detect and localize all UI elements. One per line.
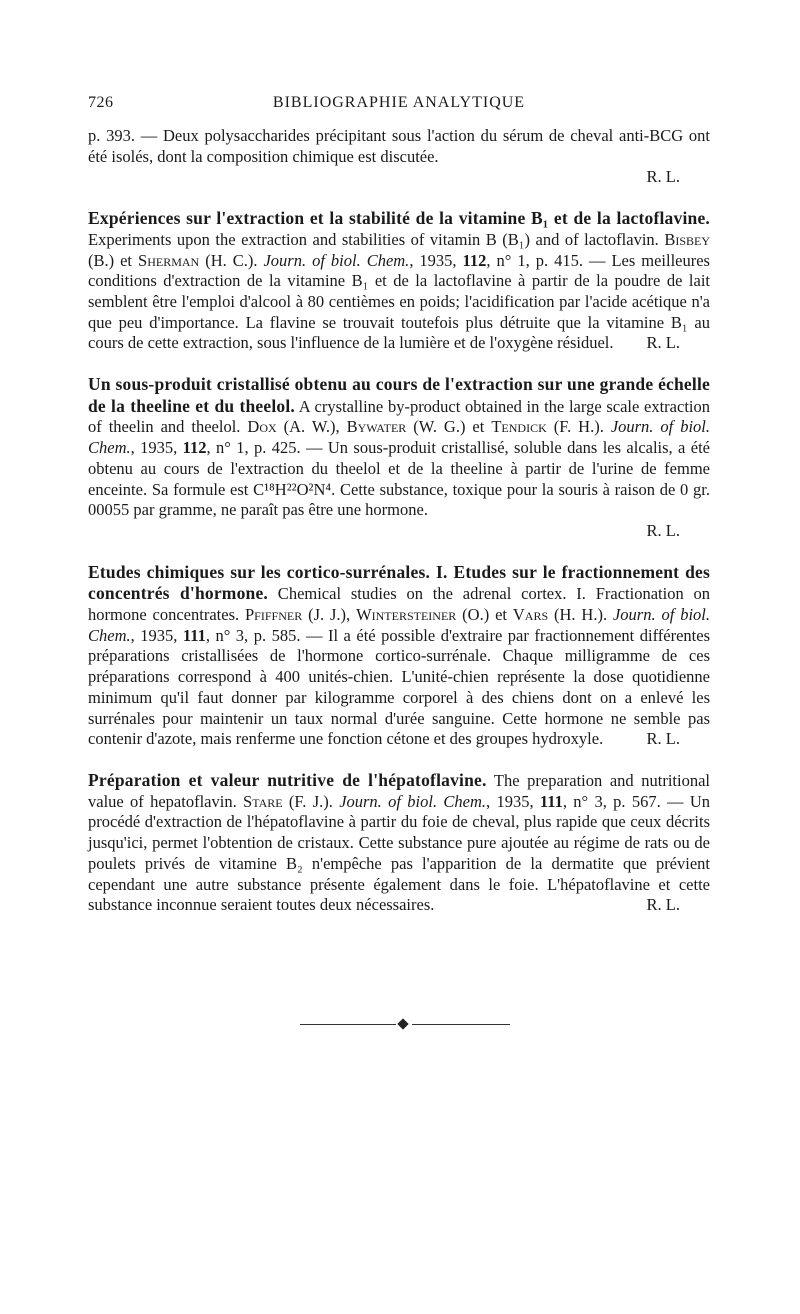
author-name: Bisbey [664,229,710,249]
abstract-signature: R. L. [646,520,680,540]
page-body [88,126,710,916]
author-name: Dox [247,417,277,437]
author-name: Sherman [138,250,200,270]
author-name: Pfiffner [245,605,303,625]
page-header [88,94,710,118]
abstract-signature: R. L. [646,333,680,353]
abstract-title: Etudes chimiques sur les cortico-surrénales. I. Etudes sur le fractionnement des concentrés d'hormone. [88,561,710,604]
ornament-rule-left [300,1024,396,1025]
abstract-text: Expériences sur l'extraction et la stabilité de la vitamine B₁ et de la lactoflavine. Experiments upon the extraction and stabilities of vitamin B (B₁) and of lactoflavin. Bisbey (B.) et Sherman (H. C.). Journ. of biol. Chem., 1935, 112, n° 1, p. 415. — Les meilleures conditions d'extraction de la vitamine B₁ et de la lactoflavine à partir de la poudre de lait semblent être l'emploi d'alcool à 80 centièmes en poids; l'acidification par l'acide acétique n'a que peu d'importance. La flavine se trouvait toutefois plus détruite que la vitamine B₁ au cours de cette extraction, sous l'influence de la lumière et de l'oxygène résiduel. R. L. [88,208,710,353]
author-name: Wintersteiner [356,605,457,625]
abstract-entry [88,126,710,188]
abstract-entry [88,208,710,354]
diamond-icon [397,1018,408,1029]
abstract-text: p. 393. — Deux polysaccharides précipitant sous l'action du sérum de cheval anti-BCG ont été isolés, dont la composition chimique est discutée. R. L. [88,126,710,187]
abstract-signature: R. L. [646,895,680,915]
abstract-text: Préparation et valeur nutritive de l'hépatoflavine. The preparation and nutritional value of hepatoflavin. Stare (F. J.). Journ. of biol. Chem., 1935, 111, n° 3, p. 567. — Un procédé d'extraction de l'hépatoflavine à partir du foie de cheval, plus rapide que ceux décrits jusqu'ici, permet l'obtention de cristaux. Cette substance pure ajoutée au régime de rats ou de poulets privés de vitamine B₂ n'empêche pas l'apparition de la dermatite que prévient cependant une autre substance présente également dans le foie. L'hépatoflavine et cette substance inconnue seraient toutes deux nécessaires. R. L. [88,769,711,915]
author-name: Stare [243,791,283,811]
author-name: Bywater [346,417,407,437]
volume-number: 112 [462,250,487,270]
page-number: 726 [88,94,114,111]
abstract-title: Un sous-produit cristallisé obtenu au cours de l'extraction sur une grande échelle de la theeline et du theelol. [88,374,710,416]
end-ornament [300,1020,510,1030]
author-name: Tendick [491,417,547,437]
abstract-entry [88,770,710,916]
volume-number: 112 [182,438,207,458]
volume-number: 111 [182,625,206,645]
abstract-text: Etudes chimiques sur les cortico-surrénales. I. Etudes sur le fractionnement des concentrés d'hormone. Chemical studies on the adrenal cortex. I. Fractionation on hormone concentrates. Pfiffner (J. J.), Wintersteiner (O.) et Vars (H. H.). Journ. of biol. Chem., 1935, 111, n° 3, p. 585. — Il a été possible d'extraire par fractionnement différentes préparations cristallisées de l'hormone cortico-surrénale. Chaque milligramme de ces préparations correspond à 400 unités-chien. L'unité-chien représente la dose quotidienne minimum qu'il faut donner par kilogramme corporel à des chiens dont on a enlevé les surrénales pour maintenir un taux normal d'urée sanguine. Cette hormone ne semble pas contenir d'azote, mais renferme une fonction cétone et des groupes hydroxyle. R. L. [88,561,711,749]
volume-number: 111 [539,791,563,811]
abstract-text: Un sous-produit cristallisé obtenu au cours de l'extraction sur une grande échelle de la theeline et du theelol. A crystalline by-product obtained in the large scale extraction of theelin and theelol. Dox (A. W.), Bywater (W. G.) et Tendick (F. H.). Journ. of biol. Chem., 1935, 112, n° 1, p. 425. — Un sous-produit cristallisé, soluble dans les alcalis, a été obtenu au cours de l'extraction du theelol et de la theeline à partir de l'urine de femme enceinte. Sa formule est C¹⁸H²²O²N⁴. Cette substance, toxique pour la souris à raison de 0 gr. 00055 par gramme, ne paraît pas être une hormone. R. L. [88,374,711,540]
running-title: BIBLIOGRAPHIE ANALYTIQUE [272,94,526,111]
ornament-rule-right [412,1024,510,1025]
abstract-signature: R. L. [646,167,680,187]
journal-name: Journ. of biol. Chem. [263,250,410,270]
journal-name: Journ. of biol. Chem. [88,605,710,645]
journal-name: Journ. of biol. Chem. [339,791,487,811]
journal-name: Journ. of biol. Chem. [88,417,711,458]
abstract-title: Préparation et valeur nutritive de l'hépatoflavine. [88,769,487,790]
abstract-title: Expériences sur l'extraction et la stabilité de la vitamine B₁ et de la lactoflavine. [88,208,710,229]
abstract-entry [88,562,710,750]
abstract-signature: R. L. [646,729,680,749]
author-name: Vars [512,605,549,625]
abstract-entry [88,374,710,542]
